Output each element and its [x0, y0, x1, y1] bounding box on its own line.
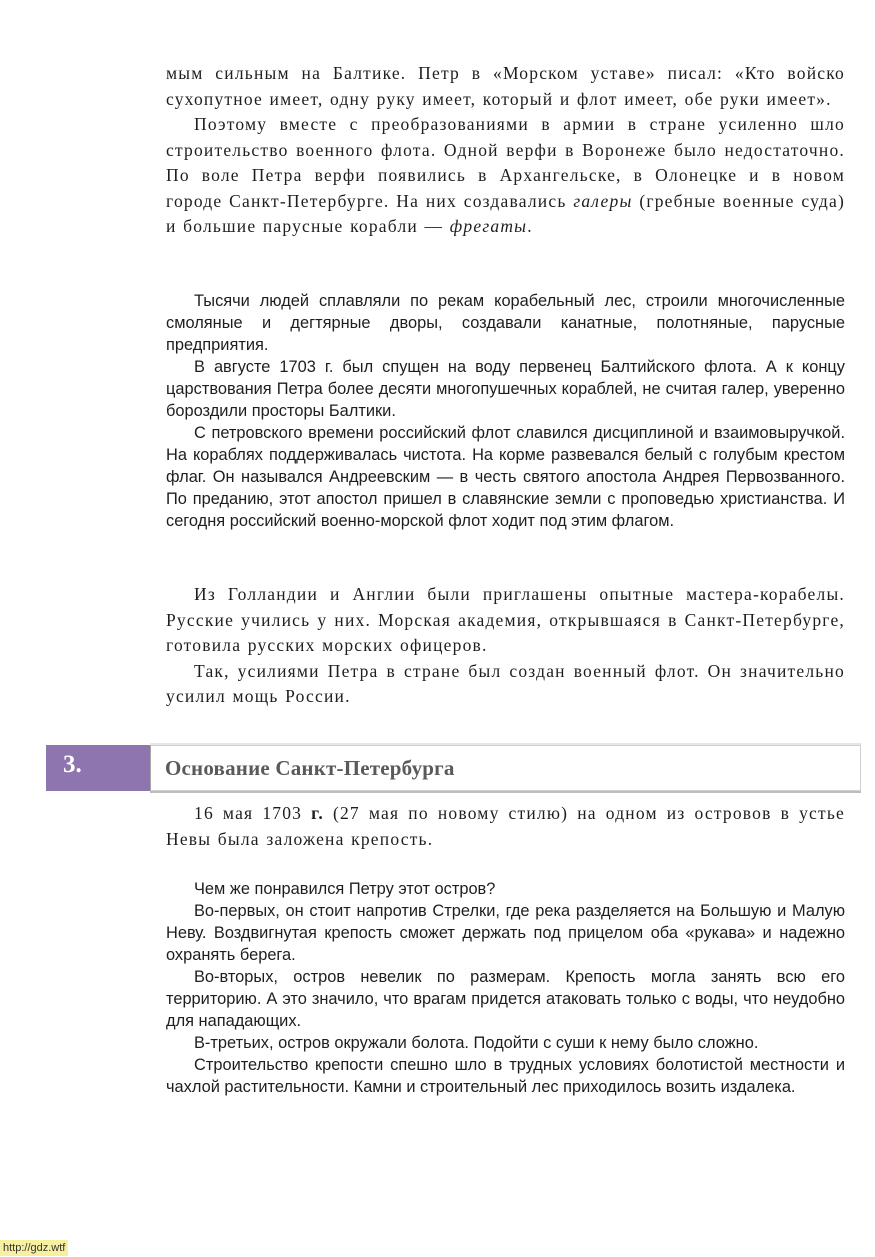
term-galley: галеры [573, 190, 633, 211]
term-frigate: фрегаты [449, 216, 528, 236]
section-title-bar [150, 745, 861, 791]
section-number: 3. [63, 751, 82, 778]
intro-p2-part-b: (гребные военные суда) и большие парусные корабли — [166, 190, 846, 236]
founding-rest: (27 мая по новому стилю) на одном из островов в устье Невы была заложена крепость. [166, 803, 845, 849]
watermark-link[interactable]: http://gdz.wtf [0, 1240, 68, 1256]
section-header [46, 743, 861, 791]
section-title: Основание Санкт-Петербурга [165, 756, 455, 780]
fleet-summary-text [166, 582, 845, 710]
intro-text [166, 61, 845, 240]
intro-p2-end: . [527, 216, 533, 236]
fleet-paragraph-2: В августе 1703 г. был спущен на воду первенец Балтийского флота. А к концу царствования Петра более десяти многопушечных кораблей, не считая галер, уверенно бороздили просторы Балтики. [166, 358, 845, 420]
fleet-paragraph-3: С петровского времени российский флот славился дисциплиной и взаимовыручкой. На кораблях поддерживалась чистота. На корме развевался белый с голубым крестом флаг. Он назывался Андреевским — в честь святого апостола Андрея Первозванного. По преданию, этот апостол пришел в славянские земли с проповедью христианства. И сегодня российский военно-морской флот ходит под этим флагом. [166, 424, 845, 530]
summary-paragraph-2: Так, усилиями Петра в стране был создан военный флот. Он значительно усилил мощь России. [166, 660, 845, 706]
island-text [166, 878, 845, 1098]
island-paragraph-5: Строительство крепости спешно шло в трудных условиях болотистой местности и чахлой растительности. Камни и строительный лес приходилось возить издалека. [166, 1056, 845, 1096]
section-number-box [46, 745, 150, 791]
summary-paragraph-1: Из Голландии и Англии были приглашены опытные мастера-корабелы. Русские учились у них. Морская академия, открывшаяся в Санкт-Петербурге, готовила русских морских офицеров. [166, 584, 845, 655]
intro-p2-part-a: Поэтому вместе с преобразованиями в армии в стране усиленно шло строительство военного флота. Одной верфи в Воронеже было недостаточно. По воле Петра верфи появились в Архангельске, в Олонецке и в новом городе Санкт-Петербурге. На них создавались [166, 114, 845, 211]
island-paragraph-3: Во-вторых, остров невелик по размерам. Крепость могла занять всю его территорию. А это значило, что врагам придется атаковать только с воды, что неудобно для нападающих. [166, 968, 845, 1030]
island-paragraph-1: Чем же понравился Петру этот остров? [194, 880, 496, 898]
island-paragraph-2: Во-первых, он стоит напротив Стрелки, где река разделяется на Большую и Малую Неву. Воздвигнутая крепость сможет держать под прицелом оба «рукава» и надежно охранять берега. [166, 902, 845, 964]
island-paragraph-4: В-третьих, остров окружали болота. Подойти с суши к нему было сложно. [194, 1034, 759, 1052]
fleet-paragraph-1: Тысячи людей сплавляли по рекам корабельный лес, строили многочисленные смоляные и дегтярные дворы, создавали канатные, полотняные, парусные предприятия. [166, 292, 845, 354]
year-abbr: г. [311, 803, 324, 823]
founding-date: 16 мая 1703 [194, 803, 303, 823]
intro-paragraph-2 [166, 112, 845, 240]
founding-text [166, 801, 845, 852]
intro-paragraph-1: мым сильным на Балтике. Петр в «Морском уставе» писал: «Кто войско сухопутное имеет, одну руку имеет, который и флот имеет, обе руки имеет». [166, 63, 845, 109]
founding-paragraph [166, 801, 845, 852]
fleet-details-text [166, 290, 845, 532]
